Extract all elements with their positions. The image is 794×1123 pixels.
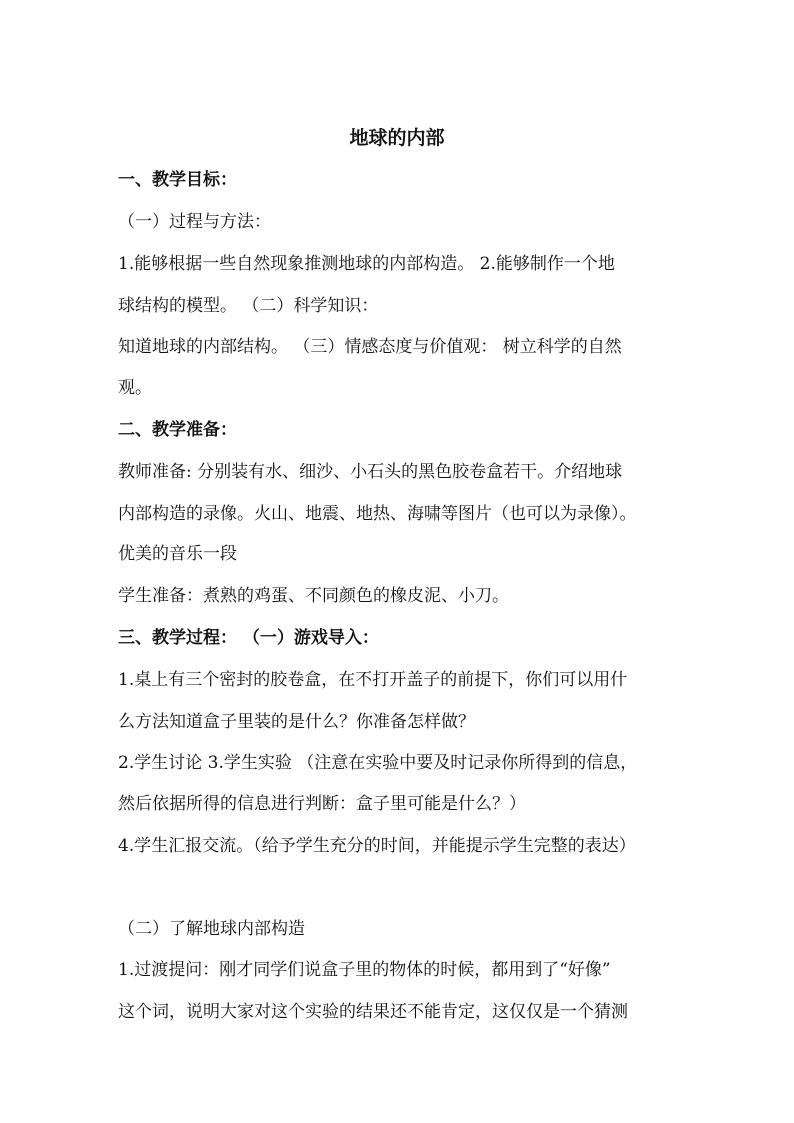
- paragraph-line: 球结构的模型。 （二）科学知识：: [118, 296, 379, 316]
- paragraph-line: 知道地球的内部结构。 （三）情感态度与价值观： 树立科学的自然: [118, 337, 622, 357]
- section-heading-objectives: 一、教学目标：: [118, 170, 237, 190]
- subsection-heading: （一）过程与方法：: [118, 212, 271, 232]
- paragraph-line: 4.学生汇报交流。（给予学生充分的时间，并能提示学生完整的表达）: [118, 836, 636, 856]
- paragraph-line: 1.能够根据一些自然现象推测地球的内部构造。 2.能够制作一个地: [118, 254, 615, 274]
- paragraph-line: 1.桌上有三个密封的胶卷盒，在不打开盖子的前提下，你们可以用什: [118, 670, 628, 690]
- section-heading-preparation: 二、教学准备：: [118, 420, 237, 440]
- paragraph-line: 2.学生讨论 3.学生实验 （注意在实验中要及时记录你所得到的信息，: [118, 753, 638, 773]
- paragraph-line: 观。: [118, 378, 152, 398]
- paragraph-line: 1.过渡提问：刚才同学们说盒子里的物体的时候，都用到了“好像”: [118, 960, 611, 980]
- paragraph-line: 优美的音乐一段: [118, 544, 237, 564]
- paragraph-line: 么方法知道盒子里装的是什么？你准备怎样做？: [118, 712, 475, 732]
- document-title: 地球的内部: [349, 127, 445, 149]
- paragraph-line: 学生准备：煮熟的鸡蛋、不同颜色的橡皮泥、小刀。: [118, 586, 509, 606]
- paragraph-line: 教师准备: 分别装有水、细沙、小石头的黑色胶卷盒若干。介绍地球: [118, 462, 623, 482]
- paragraph-line: 然后依据所得的信息进行判断：盒子里可能是什么？）: [118, 794, 526, 814]
- paragraph-line: 这个词，说明大家对这个实验的结果还不能肯定，这仅仅是一个猜测: [118, 1002, 628, 1022]
- section-heading-process: 三、教学过程： （一）游戏导入：: [118, 628, 379, 648]
- paragraph-line: 内部构造的录像。火山、地震、地热、海啸等图片（也可以为录像）。: [118, 504, 637, 524]
- subsection-heading: （二）了解地球内部构造: [118, 919, 305, 939]
